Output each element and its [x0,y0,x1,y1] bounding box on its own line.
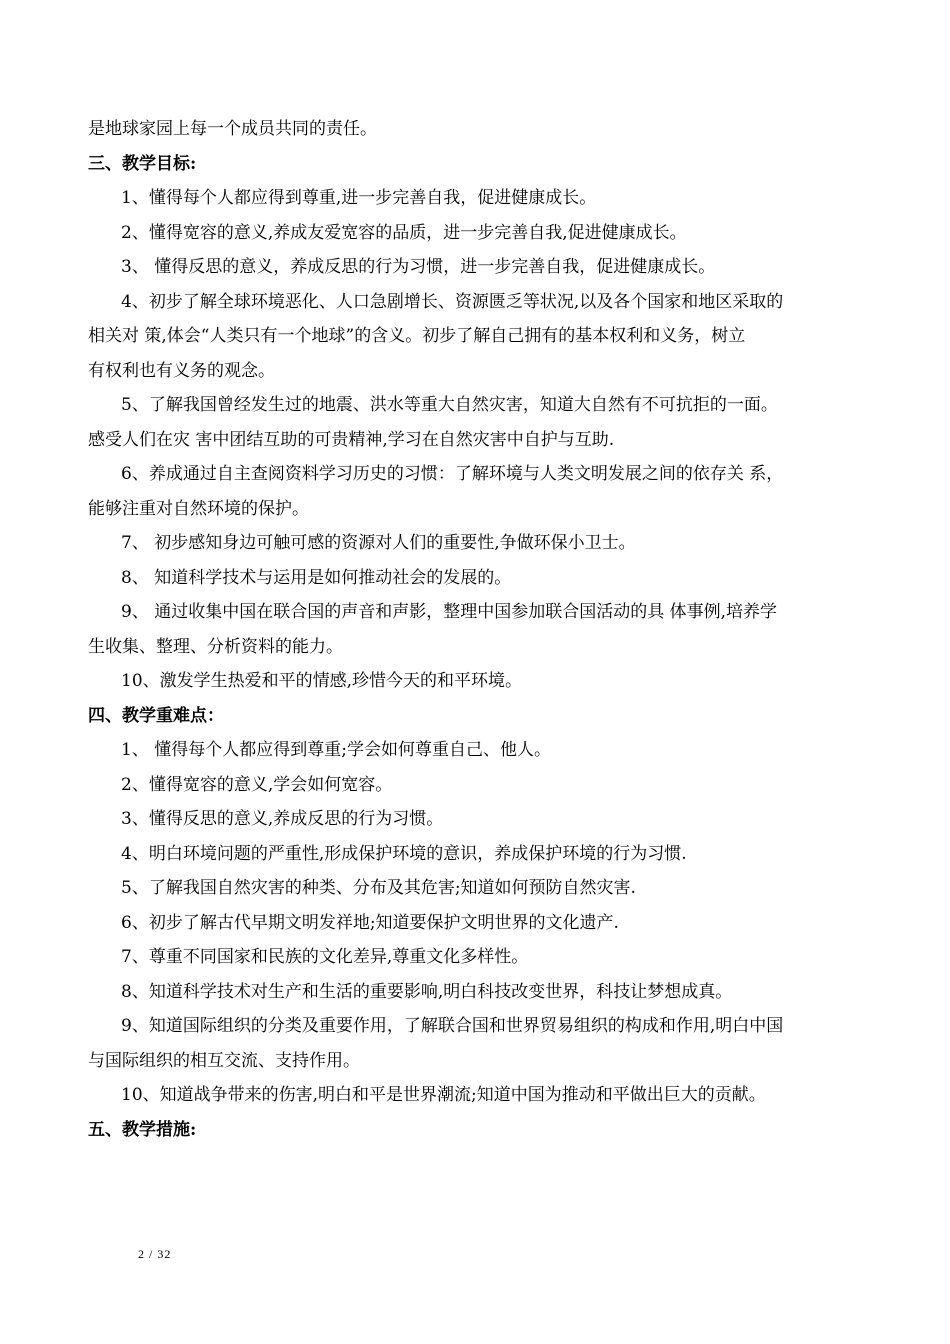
key-point-item: 3、懂得反思的意义,养成反思的行为习惯。 [121,809,444,829]
key-point-item: 1、 懂得每个人都应得到尊重;学会如何尊重自己、他人。 [121,740,551,760]
objective-item: 4、初步了解全球环境恶化、人口急剧增长、资源匮乏等状况,以及各个国家和地区采取的 [121,291,784,312]
section-heading-objectives: 三、教学目标: [88,153,197,174]
objective-item: 3、 懂得反思的意义，养成反思的行为习惯，进一步完善自我，促进健康成长。 [121,257,716,277]
objective-item: 5、了解我国曾经发生过的地震、洪水等重大自然灾害，知道大自然有不可抗拒的一面。 [121,395,778,415]
paragraph-line: 生收集、整理、分析资料的能力。 [88,636,343,657]
paragraph-line: 有权利也有义务的观念。 [88,360,275,381]
key-point-item: 9、知道国际组织的分类及重要作用，了解联合国和世界贸易组织的构成和作用,明白中国 [121,1016,784,1036]
paragraph-line: 是地球家园上每一个成员共同的责任。 [88,119,377,139]
key-point-item: 7、尊重不同国家和民族的文化差异,尊重文化多样性。 [121,947,529,967]
section-heading-measures: 五、教学措施: [88,1119,197,1140]
paragraph-line: 与国际组织的相互交流、支持作用。 [88,1050,360,1071]
paragraph-line: 相关对 策,体会“人类只有一个地球”的含义。初步了解自己拥有的基本权利和义务，树立 [88,326,746,346]
section-heading-key-points: 四、教学重难点： [88,705,224,726]
key-point-item: 5、了解我国自然灾害的种类、分布及其危害;知道如何预防自然灾害. [121,878,636,898]
key-point-item: 2、懂得宽容的意义,学会如何宽容。 [121,774,393,795]
objective-item: 2、懂得宽容的意义,养成友爱宽容的品质，进一步完善自我,促进健康成长。 [121,222,687,243]
objective-item: 6、养成通过自主查阅资料学习历史的习惯：了解环境与人类文明发展之间的依存关 系， [121,464,784,484]
objective-item: 9、 通过收集中国在联合国的声音和声影，整理中国参加联合国活动的具 体事例,培养学 [121,602,778,622]
objective-item: 10、激发学生热爱和平的情感,珍惜今天的和平环境。 [121,671,523,691]
key-point-item: 10、知道战争带来的伤害,明白和平是世界潮流;知道中国为推动和平做出巨大的贡献。 [121,1085,766,1105]
paragraph-line: 能够注重对自然环境的保护。 [88,498,309,519]
objective-item: 1、懂得每个人都应得到尊重,进一步完善自我，促进健康成长。 [121,188,597,208]
paragraph-line: 感受人们在灾 害中团结互助的可贵精神,学习在自然灾害中自护与互助. [88,429,615,450]
key-point-item: 4、明白环境问题的严重性,形成保护环境的意识，养成保护环境的行为习惯. [121,843,687,864]
key-point-item: 8、知道科学技术对生产和生活的重要影响,明白科技改变世界，科技让梦想成真。 [121,981,733,1002]
key-point-item: 6、初步了解古代早期文明发祥地;知道要保护文明世界的文化遗产. [121,912,619,933]
document-body [88,112,868,1147]
objective-item: 8、 知道科学技术与运用是如何推动社会的发展的。 [121,567,512,588]
objective-item: 7、 初步感知身边可触可感的资源对人们的重要性,争做环保小卫士。 [121,533,636,553]
page-number: 2 / 32 [138,1247,172,1261]
